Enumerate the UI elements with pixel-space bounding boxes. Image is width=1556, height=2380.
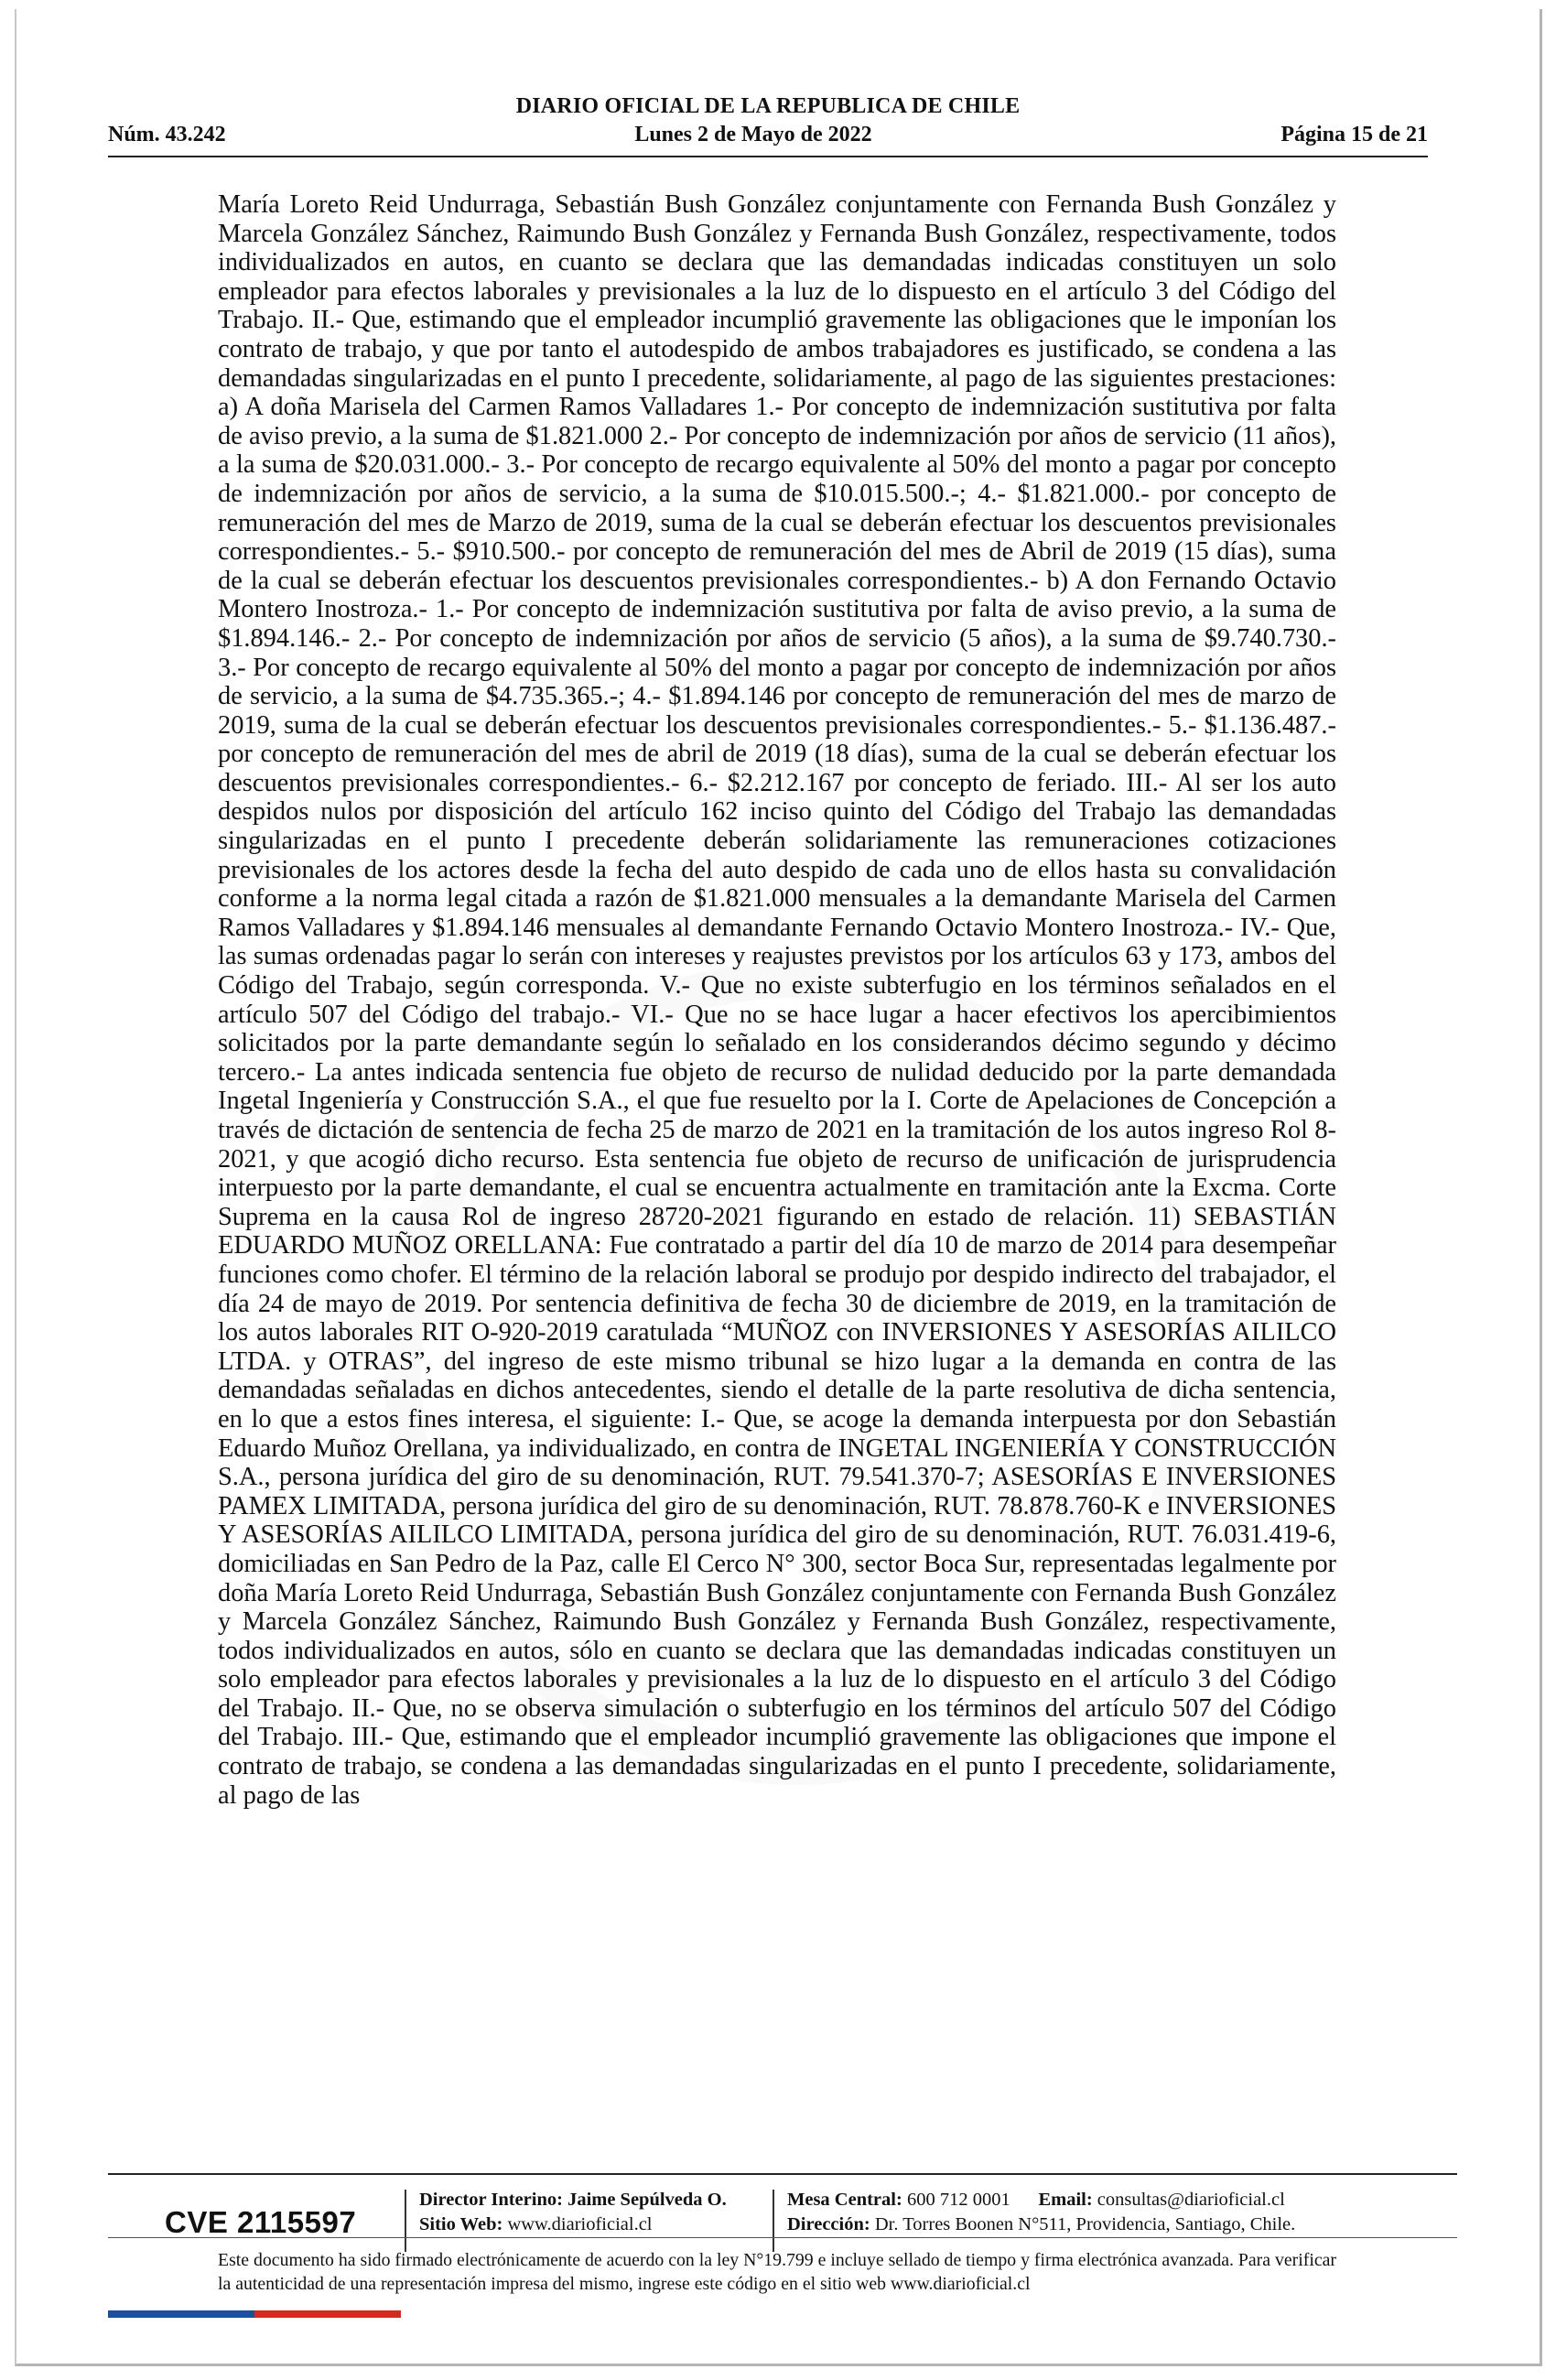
footer-note-divider (108, 2237, 1457, 2238)
document-body (218, 190, 1336, 1810)
signature-note: Este documento ha sido firmado electrónicamente de acuerdo con la ley N°19.799 e incluye sellado de tiempo y firma electrónica avanzada. Para verificar la autenticidad de una representación impresa del mismo, ingrese este código en el sitio web www.diarioficial.cl (218, 2250, 1336, 2294)
issue-number: Núm. 43.242 (108, 123, 226, 146)
central-phone: 600 712 0001 (906, 2190, 1010, 2210)
flag-red-bar (254, 2310, 401, 2318)
site-link[interactable]: www.diarioficial.cl (507, 2214, 653, 2234)
address-value: Dr. Torres Boonen N°511, Providencia, Santiago, Chile. (874, 2214, 1296, 2234)
footer-separator (405, 2190, 406, 2252)
body-paragraph: María Loreto Reid Undurraga, Sebastián Bush González conjuntamente con Fernanda Bush González y Marcela González Sánchez, Raimundo Bush González y Fernanda Bush González, respectivamente, todos individualizados en autos, en cuanto se declara que las demandadas indicadas constituyen un solo empleador para efectos laborales y previsionales a la luz de lo dispuesto en el artículo 3 del Código del Trabajo. II.- Que, estimando que el empleador incumplió gravemente las obligaciones que le imponían los contrato de trabajo, y que por tanto el autodespido de ambos trabajadores es justificado, se condena a las demandadas singularizadas en el punto I precedente, solidariamente, al pago de las siguientes prestaciones: a) A doña Marisela del Carmen Ramos Valladares 1.- Por concepto de indemnización sustitutiva por falta de aviso previo, a la suma de $1.821.000 2.- Por concepto de indemnización por años de servicio (11 años), a la suma de $20.031.000.- 3.- Por concepto de recargo equivalente al 50% del monto a pagar por concepto de indemnización por años de servicio, a la suma de $10.015.500.-; 4.- $1.821.000.- por concepto de remuneración del mes de Marzo de 2019, suma de la cual se deberán efectuar los descuentos previsionales correspondientes.- 5.- $910.500.- por concepto de remuneración del mes de Abril de 2019 (15 días), suma de la cual se deberán efectuar los descuentos previsionales correspondientes.- b) A don Fernando Octavio Montero Inostroza.- 1.- Por concepto de indemnización sustitutiva por falta de aviso previo, a la suma de $1.894.146.- 2.- Por concepto de indemnización por años de servicio (5 años), a la suma de $9.740.730.- 3.- Por concepto de recargo equivalente al 50% del monto a pagar por concepto de indemnización por años de servicio, a la suma de $4.735.365.-; 4.- $1.894.146 por concepto de remuneración del mes de marzo de 2019, suma de la cual se deberán efectuar los descuentos previsionales correspondientes.- 5.- $1.136.487.-por concepto de remuneración del mes de abril de 2019 (18 días), suma de la cual se deberán efectuar los descuentos previsionales correspondientes.- 6.- $2.212.167 por concepto de feriado. III.- Al ser los auto despidos nulos por disposición del artículo 162 inciso quinto del Código del Trabajo las demandadas singularizadas en el punto I precedente deberán solidariamente las remuneraciones cotizaciones previsionales de los actores desde la fecha del auto despido de cada uno de ellos hasta su convalidación conforme a la norma legal citada a razón de $1.821.000 mensuales a la demandante Marisela del Carmen Ramos Valladares y $1.894.146 mensuales al demandante Fernando Octavio Montero Inostroza.- IV.- Que, las sumas ordenadas pagar lo serán con intereses y reajustes previstos por los artículos 63 y 173, ambos del Código del Trabajo, según corresponda. V.- Que no existe subterfugio en los términos señalados en el artículo 507 del Código del trabajo.- VI.- Que no se hace lugar a hacer efectivos los apercibimientos solicitados por la parte demandante según lo señalado en los considerandos décimo segundo y décimo tercero.- La antes indicada sentencia fue objeto de recurso de nulidad deducido por la parte demandada Ingetal Ingeniería y Construcción S.A., el que fue resuelto por la I. Corte de Apelaciones de Concepción a través de dictación de sentencia de fecha 25 de marzo de 2021 en la tramitación de los autos ingreso Rol 8-2021, y que acogió dicho recurso. Esta sentencia fue objeto de recurso de unificación de jurisprudencia interpuesto por la parte demandante, el cual se encuentra actualmente en tramitación ante la Excma. Corte Suprema en la causa Rol de ingreso 28720-2021 figurando en estado de relación. 11) SEBASTIÁN EDUARDO MUÑOZ ORELLANA: Fue contratado a partir del día 10 de marzo de 2014 para desempeñar funciones como chofer. El término de la relación laboral se produjo por despido indirecto del trabajador, el día 24 de mayo de 2019. Por sentencia definitiva de fecha 30 de diciembre de 2019, en la tramitación de los autos laborales RIT O-920-2019 caratulada “MUÑOZ con INVERSIONES Y ASESORÍAS AILILCO LTDA. y OTRAS”, del ingreso de este mismo tribunal se hizo lugar a la demanda en contra de las demandadas señaladas en dichos antecedentes, siendo el detalle de la parte resolutiva de dicha sentencia, en lo que a estos fines interesa, el siguiente: I.- Que, se acoge la demanda interpuesta por don Sebastián Eduardo Muñoz Orellana, ya individualizado, en contra de INGETAL INGENIERÍA Y CONSTRUCCIÓN S.A., persona jurídica del giro de su denominación, RUT. 79.541.370-7; ASESORÍAS E INVERSIONES PAMEX LIMITADA, persona jurídica del giro de su denominación, RUT. 78.878.760-K e INVERSIONES Y ASESORÍAS AILILCO LIMITADA, persona jurídica del giro de su denominación, RUT. 76.031.419-6, domiciliadas en San Pedro de la Paz, calle El Cerco N° 300, sector Boca Sur, representadas legalmente por doña María Loreto Reid Undurraga, Sebastián Bush González conjuntamente con Fernanda Bush González y Marcela González Sánchez, Raimundo Bush González y Fernanda Bush González, respectivamente, todos individualizados en autos, sólo en cuanto se declara que las demandadas indicadas constituyen un solo empleador para efectos laborales y previsionales a la luz de lo dispuesto en el artículo 3 del Código del Trabajo. II.- Que, no se observa simulación o subterfugio en los términos del artículo 507 del Código del Trabajo. III.- Que, estimando que el empleador incumplió gravemente las obligaciones que impone el contrato de trabajo, se condena a las demandadas singularizadas en el punto I precedente, solidariamente, al pago de las (218, 190, 1336, 1810)
page-header (108, 92, 1428, 148)
site-label: Sitio Web: (419, 2214, 503, 2234)
director-name: Jaime Sepúlveda O. (567, 2190, 727, 2210)
footer-divider (108, 2173, 1457, 2175)
footer-contact-block (787, 2188, 1295, 2237)
email-link[interactable]: consultas@diarioficial.cl (1097, 2190, 1285, 2210)
issue-date: Lunes 2 de Mayo de 2022 (634, 123, 872, 146)
footer-separator (773, 2190, 774, 2252)
header-row (108, 121, 1428, 148)
address-label: Dirección: (787, 2214, 870, 2234)
cve-code: CVE 2115597 (165, 2205, 357, 2239)
central-label: Mesa Central: (787, 2190, 902, 2210)
page-number: Página 15 de 21 (1280, 123, 1428, 146)
footer-director-block (419, 2188, 727, 2237)
director-label: Director Interino: (419, 2190, 563, 2210)
header-divider (108, 156, 1428, 157)
gazette-title: DIARIO OFICIAL DE LA REPUBLICA DE CHILE (515, 94, 1021, 118)
flag-blue-bar (108, 2310, 254, 2318)
email-label: Email: (1038, 2190, 1093, 2210)
flag-stripe (108, 2310, 401, 2318)
